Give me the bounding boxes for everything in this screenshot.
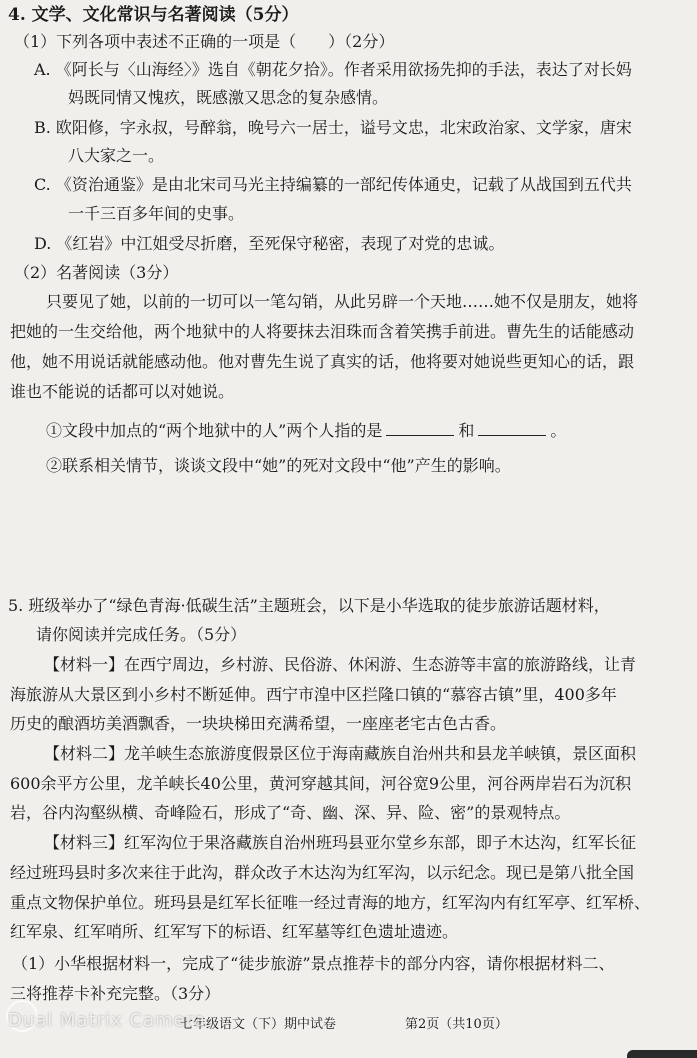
q4-item1-text: ①文段中加点的“两个地狱中的人”两个人指的是 xyxy=(46,421,383,440)
camera-watermark: Dual Matrix Camera xyxy=(8,1010,207,1031)
q5-heading-line1: 5. 班级举办了“绿色青海·低碳生活”主题班会，以下是小华选取的徒步旅游话题材料， xyxy=(8,596,610,615)
passage-line3: 他，她不用说话就能感动他。他对曹先生说了真实的话，他将要对她说些更知心的话，跟 xyxy=(10,352,635,371)
material3-line1: 【材料三】红军沟位于果洛藏族自治州班玛县亚尔堂乡东部，即子木达沟，红军长征 xyxy=(44,833,637,852)
material3-line4: 红军泉、红军哨所、红军写下的标语、红军墓等红色遗址遗迹。 xyxy=(10,922,459,941)
material3-line2: 经过班玛县时多次来往于此沟，群众改子木达沟为红军沟，以示纪念。现已是第八批全国 xyxy=(10,863,635,882)
q4-item1 xyxy=(46,419,566,442)
footer-page-number: 第2页（共10页） xyxy=(405,1017,508,1032)
q4-item1-end: 。 xyxy=(550,421,567,440)
passage-line2: 把她的一生交给他，两个地狱中的人将要抹去泪珠而含着笑携手前进。曹先生的话能感动 xyxy=(10,322,635,341)
q5-heading-line2: 请你阅读并完成任务。（5分） xyxy=(36,625,247,644)
q4-option-b-line1: B. 欧阳修，字永叔，号醉翁，晚号六一居士，谥号文忠，北宋政治家、文学家，唐宋 xyxy=(34,118,632,137)
material1-line2: 海旅游从大景区到小乡村不断延伸。西宁市湟中区拦隆口镇的“慕容古镇”里，400多年 xyxy=(10,685,617,704)
passage-line4: 谁也不能说的话都可以对她说。 xyxy=(10,382,235,401)
material2-line2: 600余平方公里，龙羊峡长40公里，黄河穿越其间，河谷宽9公里，河谷两岸岩石为沉积 xyxy=(10,774,632,793)
footer-exam-title: 七年级语文（下）期中试卷 xyxy=(180,1017,337,1032)
answer-blank-1[interactable] xyxy=(386,419,454,436)
passage-line1: 只要见了她，以前的一切可以一笔勾销，从此另辟一个天地……她不仅是朋友，她将 xyxy=(46,292,639,311)
q4-sub2: （2）名著阅读（3分） xyxy=(14,263,179,282)
q4-item2: ②联系相关情节，谈谈文段中“她”的死对文段中“他”产生的影响。 xyxy=(46,456,511,475)
q4-item1-and: 和 xyxy=(458,421,475,440)
q4-option-c-line2: 一千三百多年间的史事。 xyxy=(68,204,245,223)
material2-line3: 岩，谷内沟壑纵横、奇峰险石，形成了“奇、幽、深、异、险、密”的景观特点。 xyxy=(10,803,571,822)
q4-option-a-line1: A. 《阿长与〈山海经〉》选自《朝花夕拾》。作者采用欲扬先抑的手法，表达了对长妈 xyxy=(34,60,632,79)
q4-option-a-line2: 妈既同情又愧疚，既感激又思念的复杂感情。 xyxy=(68,88,389,107)
material3-line3: 重点文物保护单位。班玛县是红军长征唯一经过青海的地方，红军沟内有红军亭、红军桥、 xyxy=(10,893,651,912)
q4-sub1: （1）下列各项中表述不正确的一项是（ ）（2分） xyxy=(14,32,395,51)
material1-line1: 【材料一】在西宁周边，乡村游、民俗游、休闲游、生态游等丰富的旅游路线，让青 xyxy=(44,655,637,674)
q5-task1-line2: 三将推荐卡补充完整。（3分） xyxy=(10,984,221,1003)
answer-blank-2[interactable] xyxy=(478,419,546,436)
corner-badge xyxy=(627,1050,697,1058)
material2-line1: 【材料二】龙羊峡生态旅游度假景区位于海南藏族自治州共和县龙羊峡镇，景区面积 xyxy=(44,744,637,763)
q4-heading: 4. 文学、文化常识与名著阅读（5分） xyxy=(8,5,299,25)
q5-task1-line1: （1）小华根据材料一，完成了“徒步旅游”景点推荐卡的部分内容，请你根据材料二、 xyxy=(12,954,615,973)
q4-option-d: D. 《红岩》中江姐受尽折磨，至死保守秘密，表现了对党的忠诚。 xyxy=(34,234,505,253)
q4-option-b-line2: 八大家之一。 xyxy=(68,146,165,165)
q4-option-c-line1: C. 《资治通鉴》是由北宋司马光主持编纂的一部纪传体通史，记载了从战国到五代共 xyxy=(34,175,632,194)
material1-line3: 历史的酿酒坊美酒飘香，一块块梯田充满希望，一座座老宅古色古香。 xyxy=(10,714,507,733)
